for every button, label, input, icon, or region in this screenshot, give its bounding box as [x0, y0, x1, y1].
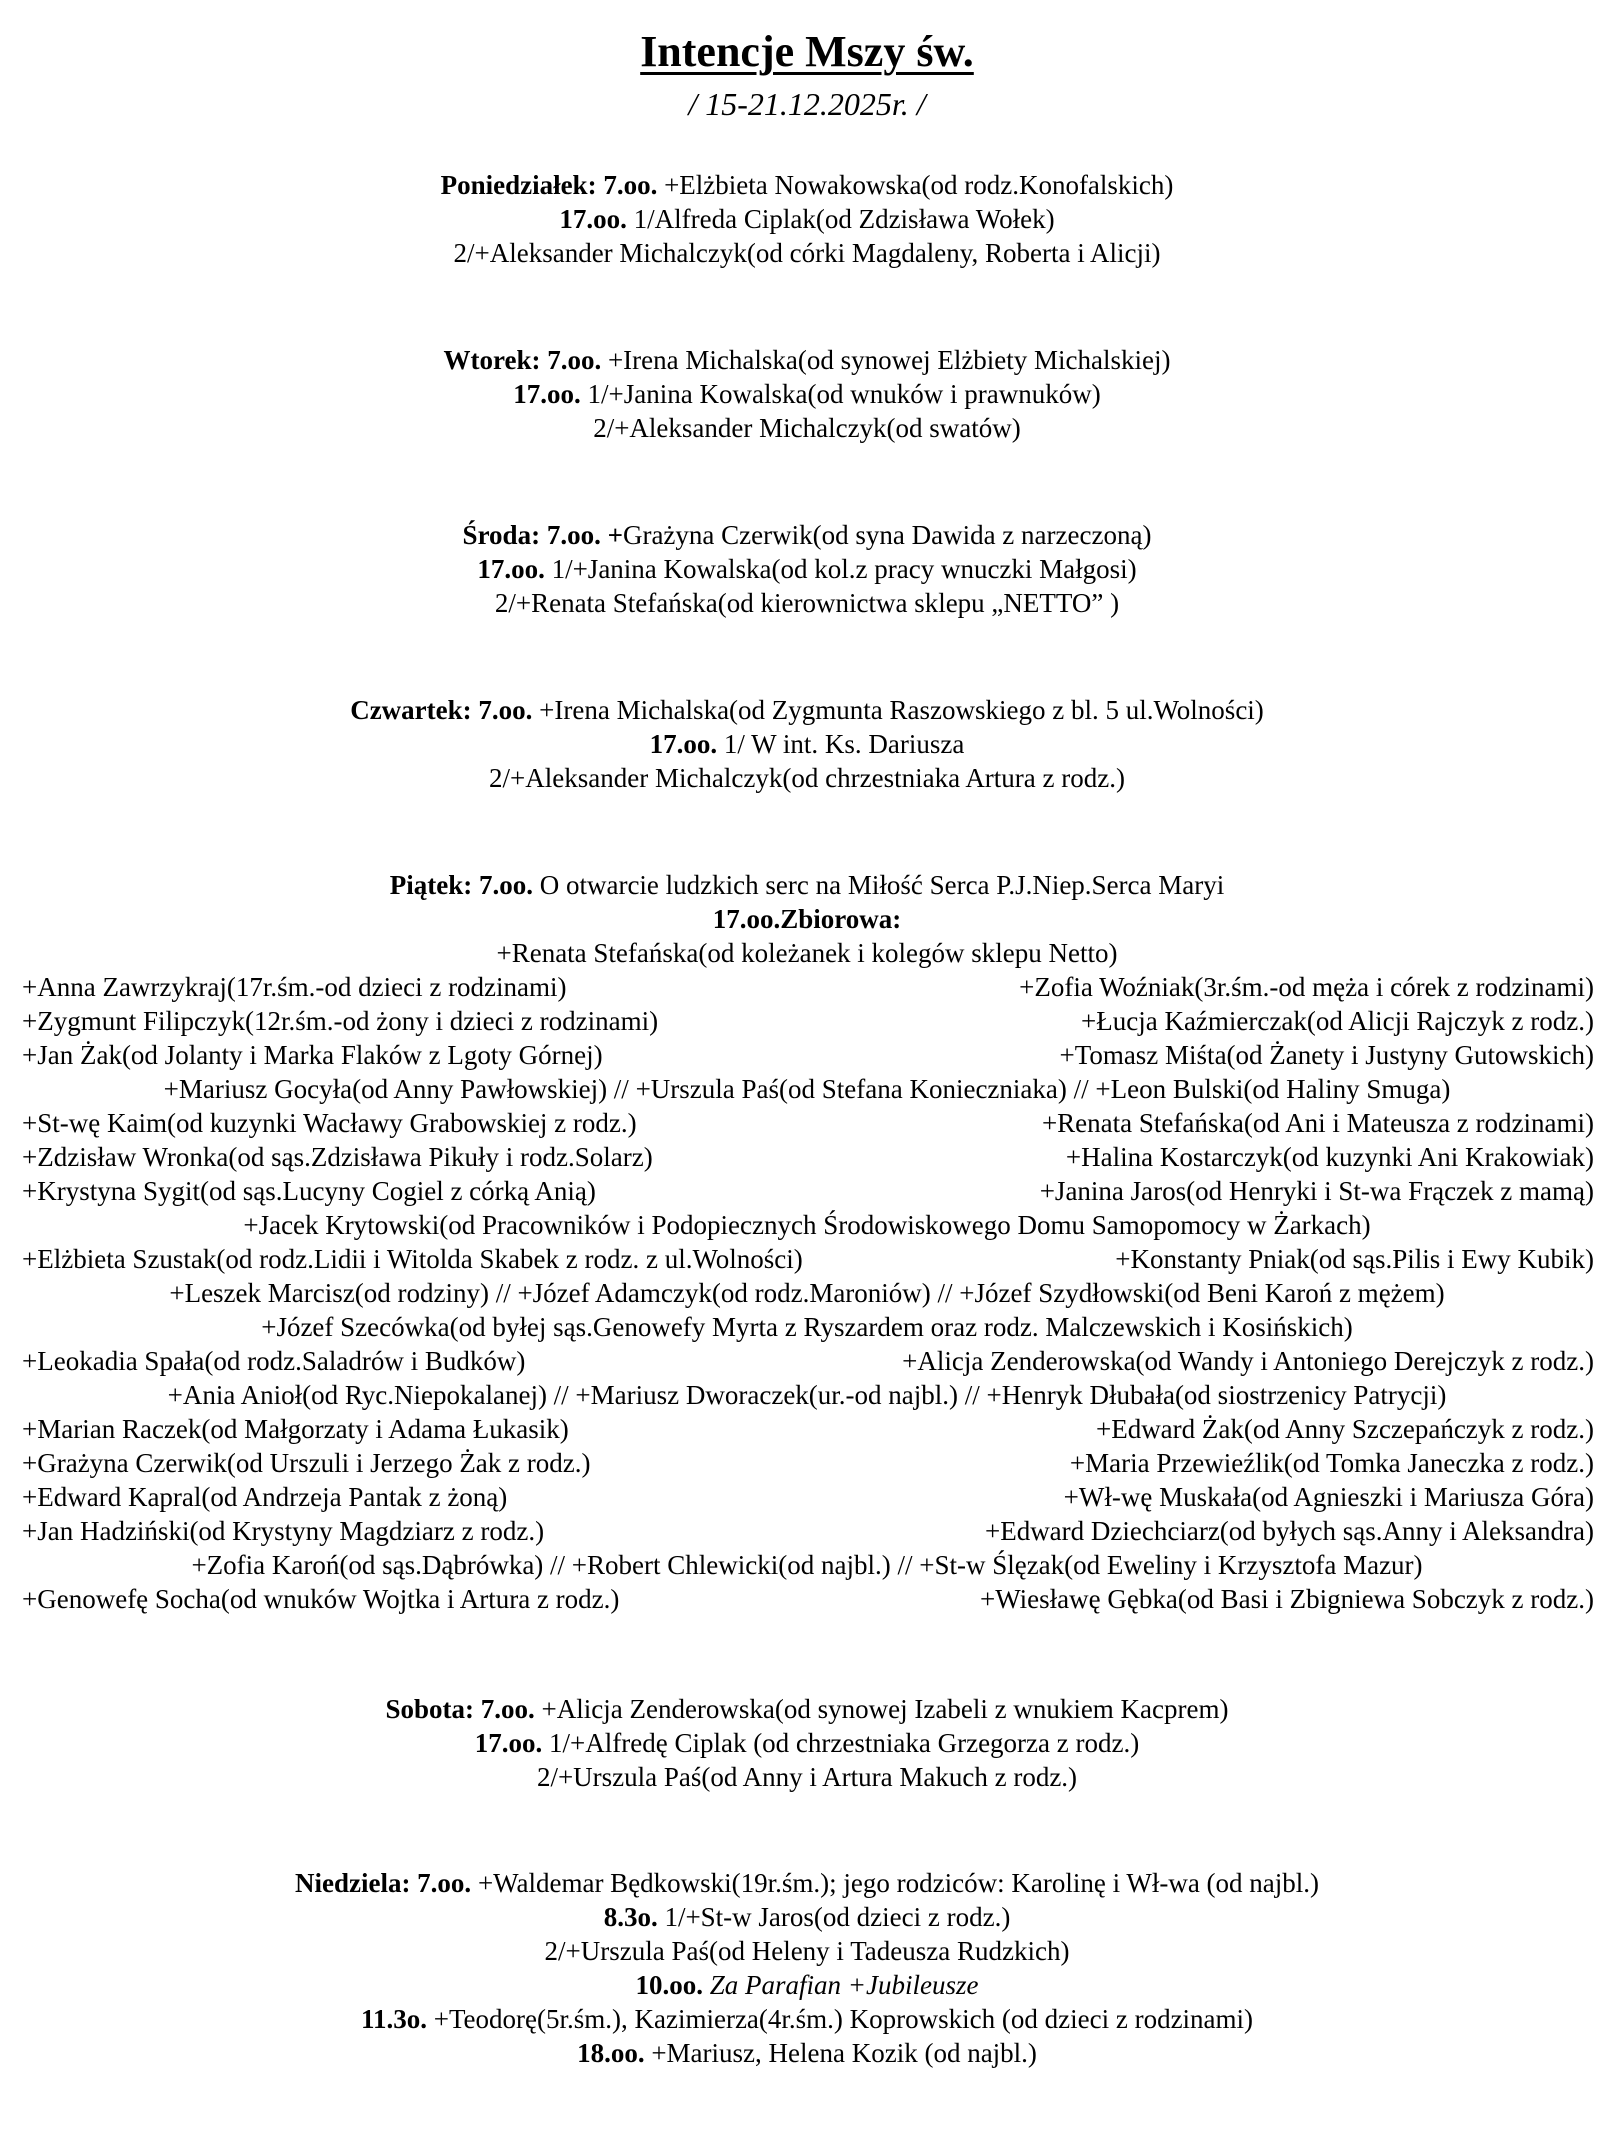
intention-left: +Zygmunt Filipczyk(12r.śm.-od żony i dzieci z rodzinami)	[22, 1006, 659, 1036]
saturday-line-3: 2/+Urszula Paś(od Anny i Artura Makuch z rodz.)	[536, 1762, 1078, 1792]
intention-right: +Konstanty Pniak(od sąs.Pilis i Ewy Kubik)	[1115, 1244, 1594, 1274]
intention-left: +Zdzisław Wronka(od sąs.Zdzisława Pikuły i rodz.Solarz)	[22, 1142, 653, 1172]
friday-line-3: +Renata Stefańska(od koleżanek i kolegów sklepu Netto)	[496, 938, 1118, 968]
intention-right: +Renata Stefańska(od Ani i Mateusza z rodzinami)	[1041, 1108, 1594, 1138]
monday-line-2	[0, 202, 1614, 236]
saturday-intention-text: 1/+Alfredę Ciplak (od chrzestniaka Grzegorza z rodz.)	[542, 1728, 1140, 1758]
sunday-line-1	[0, 1866, 1614, 1900]
thursday-line-3: 2/+Aleksander Michalczyk(od chrzestniaka Artura z rodz.)	[489, 763, 1125, 793]
tuesday-day-label: Wtorek: 7.oo.	[443, 345, 602, 375]
saturday-line-1	[0, 1692, 1614, 1726]
list-item	[22, 1140, 1594, 1174]
intention-right: +Edward Dziechciarz(od byłych sąs.Anny i Aleksandra)	[984, 1516, 1594, 1546]
sunday-time-label: 11.3o.	[360, 2004, 427, 2034]
list-item	[22, 1514, 1594, 1548]
tuesday-line-3: 2/+Aleksander Michalczyk(od swatów)	[593, 413, 1021, 443]
friday-intention-text: O otwarcie ludzkich serc na Miłość Serca P.J.Niep.Serca Maryi	[532, 870, 1225, 900]
intention-left: +Jan Hadziński(od Krystyny Magdziarz z rodz.)	[22, 1516, 545, 1546]
list-item	[22, 1446, 1594, 1480]
intention-right: +Wł-wę Muskała(od Agnieszki i Mariusza Góra)	[1063, 1482, 1594, 1512]
list-item	[22, 1480, 1594, 1514]
sunday-intention-text: Za Parafian +Jubileusze	[703, 1970, 979, 2000]
tuesday-intention-text: 1/+Janina Kowalska(od wnuków i prawnuków)	[580, 379, 1101, 409]
list-item: +Mariusz Gocyła(od Anny Pawłowskiej) // +Urszula Paś(od Stefana Konieczniaka) // +Leon Bulski(od Haliny Smuga)	[163, 1074, 1451, 1104]
list-item	[22, 1174, 1594, 1208]
saturday-line-2	[0, 1726, 1614, 1760]
sunday-intention-text: 1/+St-w Jaros(od dzieci z rodz.)	[657, 1902, 1011, 1932]
list-item: +Zofia Karoń(od sąs.Dąbrówka) // +Robert Chlewicki(od najbl.) // +St-w Ślęzak(od Eweliny i Krzysztofa Mazur)	[191, 1550, 1423, 1580]
list-item	[22, 970, 1594, 1004]
wednesday-day-label: Środa: 7.oo. +	[462, 520, 623, 550]
intention-right: +Wiesławę Gębka(od Basi i Zbigniewa Sobczyk z rodz.)	[980, 1584, 1594, 1614]
list-item	[22, 1344, 1594, 1378]
list-item: +Leszek Marcisz(od rodziny) // +Józef Adamczyk(od rodz.Maroniów) // +Józef Szydłowski(od Beni Karoń z mężem)	[169, 1278, 1445, 1308]
wednesday-intention-text: Grażyna Czerwik(od syna Dawida z narzeczoną)	[622, 520, 1152, 550]
page-title: Intencje Mszy św.	[640, 27, 974, 76]
monday-line-1	[0, 168, 1614, 202]
monday-day-label: Poniedziałek: 7.oo.	[440, 170, 658, 200]
sunday-time-label: 18.oo.	[577, 2038, 645, 2068]
monday-line-3: 2/+Aleksander Michalczyk(od córki Magdaleny, Roberta i Alicji)	[453, 238, 1161, 268]
monday-intention-text: 1/Alfreda Ciplak(od Zdzisława Wołek)	[626, 204, 1055, 234]
sunday-line-6	[0, 2036, 1614, 2070]
intention-left: +Genowefę Socha(od wnuków Wojtka i Artura z rodz.)	[22, 1584, 620, 1614]
friday-day-label: Piątek: 7.oo.	[389, 870, 533, 900]
list-item	[22, 1582, 1594, 1616]
thursday-time-label: 17.oo.	[649, 729, 718, 759]
thursday-intention-text: 1/ W int. Ks. Dariusza	[717, 729, 965, 759]
saturday-intention-text: +Alicja Zenderowska(od synowej Izabeli z wnukiem Kacprem)	[534, 1694, 1229, 1724]
sunday-day-label: Niedziela: 7.oo.	[294, 1868, 472, 1898]
sunday-intention-text: +Teodorę(5r.śm.), Kazimierza(4r.śm.) Koprowskich (od dzieci z rodzinami)	[426, 2004, 1254, 2034]
intention-right: +Tomasz Miśta(od Żanety i Justyny Gutowskich)	[1059, 1040, 1594, 1070]
intention-right: +Janina Jaros(od Henryki i St-wa Frączek z mamą)	[1039, 1176, 1594, 1206]
monday-intention-text: +Elżbieta Nowakowska(od rodz.Konofalskich)	[657, 170, 1174, 200]
wednesday-time-label: 17.oo.	[477, 554, 545, 584]
sunday-intention-text: +Waldemar Będkowski(19r.śm.); jego rodziców: Karolinę i Wł-wa (od najbl.)	[471, 1868, 1320, 1898]
intention-right: +Edward Żak(od Anny Szczepańczyk z rodz.)	[1095, 1414, 1594, 1444]
intention-left: +Anna Zawrzykraj(17r.śm.-od dzieci z rodzinami)	[22, 972, 567, 1002]
intention-left: +Edward Kapral(od Andrzeja Pantak z żoną)	[22, 1482, 508, 1512]
list-item	[22, 1242, 1594, 1276]
list-item	[22, 1412, 1594, 1446]
intention-right: +Halina Kostarczyk(od kuzynki Ani Krakowiak)	[1065, 1142, 1594, 1172]
list-item: +Józef Szecówka(od byłej sąs.Genowefy Myrta z Ryszardem oraz rodz. Malczewskich i Kosińskich)	[261, 1312, 1353, 1342]
date-range: / 15-21.12.2025r. /	[688, 86, 926, 122]
sunday-line-3: 2/+Urszula Paś(od Heleny i Tadeusza Rudzkich)	[544, 1936, 1070, 1966]
sunday-intention-text: +Mariusz, Helena Kozik (od najbl.)	[644, 2038, 1037, 2068]
tuesday-line-1	[0, 343, 1614, 377]
monday-time-label: 17.oo.	[559, 204, 627, 234]
list-item	[22, 1038, 1594, 1072]
intention-left: +Marian Raczek(od Małgorzaty i Adama Łukasik)	[22, 1414, 569, 1444]
intention-left: +Krystyna Sygit(od sąs.Lucyny Cogiel z córką Anią)	[22, 1176, 596, 1206]
intention-right: +Alicja Zenderowska(od Wandy i Antoniego Derejczyk z rodz.)	[902, 1346, 1594, 1376]
intention-right: +Maria Przewieźlik(od Tomka Janeczka z rodz.)	[1069, 1448, 1594, 1478]
intention-right: +Zofia Woźniak(3r.śm.-od męża i córek z rodzinami)	[1019, 972, 1594, 1002]
saturday-time-label: 17.oo.	[474, 1728, 543, 1758]
sunday-line-5	[0, 2002, 1614, 2036]
intention-right: +Łucja Kaźmierczak(od Alicji Rajczyk z rodz.)	[1081, 1006, 1594, 1036]
intention-left: +Elżbieta Szustak(od rodz.Lidii i Witolda Skabek z rodz. z ul.Wolności)	[22, 1244, 803, 1274]
intention-left: +St-wę Kaim(od kuzynki Wacławy Grabowskiej z rodz.)	[22, 1108, 637, 1138]
list-item	[22, 1004, 1594, 1038]
tuesday-line-2	[0, 377, 1614, 411]
wednesday-line-1	[0, 518, 1614, 552]
sunday-line-2	[0, 1900, 1614, 1934]
thursday-intention-text: +Irena Michalska(od Zygmunta Raszowskiego z bl. 5 ul.Wolności)	[532, 695, 1264, 725]
intention-left: +Jan Żak(od Jolanty i Marka Flaków z Lgoty Górnej)	[22, 1040, 603, 1070]
thursday-line-2	[0, 727, 1614, 761]
friday-collective-heading: 17.oo.Zbiorowa:	[712, 904, 902, 934]
friday-line-1	[0, 868, 1614, 902]
tuesday-time-label: 17.oo.	[513, 379, 581, 409]
intention-left: +Grażyna Czerwik(od Urszuli i Jerzego Żak z rodz.)	[22, 1448, 591, 1478]
thursday-line-1	[0, 693, 1614, 727]
list-item: +Ania Anioł(od Ryc.Niepokalanej) // +Mariusz Dworaczek(ur.-od najbl.) // +Henryk Dłubała(od siostrzenicy Patrycji)	[167, 1380, 1447, 1410]
wednesday-line-3: 2/+Renata Stefańska(od kierownictwa sklepu „NETTO” )	[494, 588, 1120, 618]
list-item: +Jacek Krytowski(od Pracowników i Podopiecznych Środowiskowego Domu Samopomocy w Żarkach)	[243, 1210, 1371, 1240]
wednesday-line-2	[0, 552, 1614, 586]
thursday-day-label: Czwartek: 7.oo.	[350, 695, 533, 725]
tuesday-intention-text: +Irena Michalska(od synowej Elżbiety Michalskiej)	[601, 345, 1171, 375]
wednesday-intention-text: 1/+Janina Kowalska(od kol.z pracy wnuczki Małgosi)	[544, 554, 1137, 584]
intention-left: +Leokadia Spała(od rodz.Saladrów i Budków)	[22, 1346, 526, 1376]
saturday-day-label: Sobota: 7.oo.	[385, 1694, 535, 1724]
sunday-time-label: 10.oo.	[635, 1970, 704, 2000]
sunday-line-4	[0, 1968, 1614, 2002]
sunday-time-label: 8.3o.	[603, 1902, 658, 1932]
list-item	[22, 1106, 1594, 1140]
